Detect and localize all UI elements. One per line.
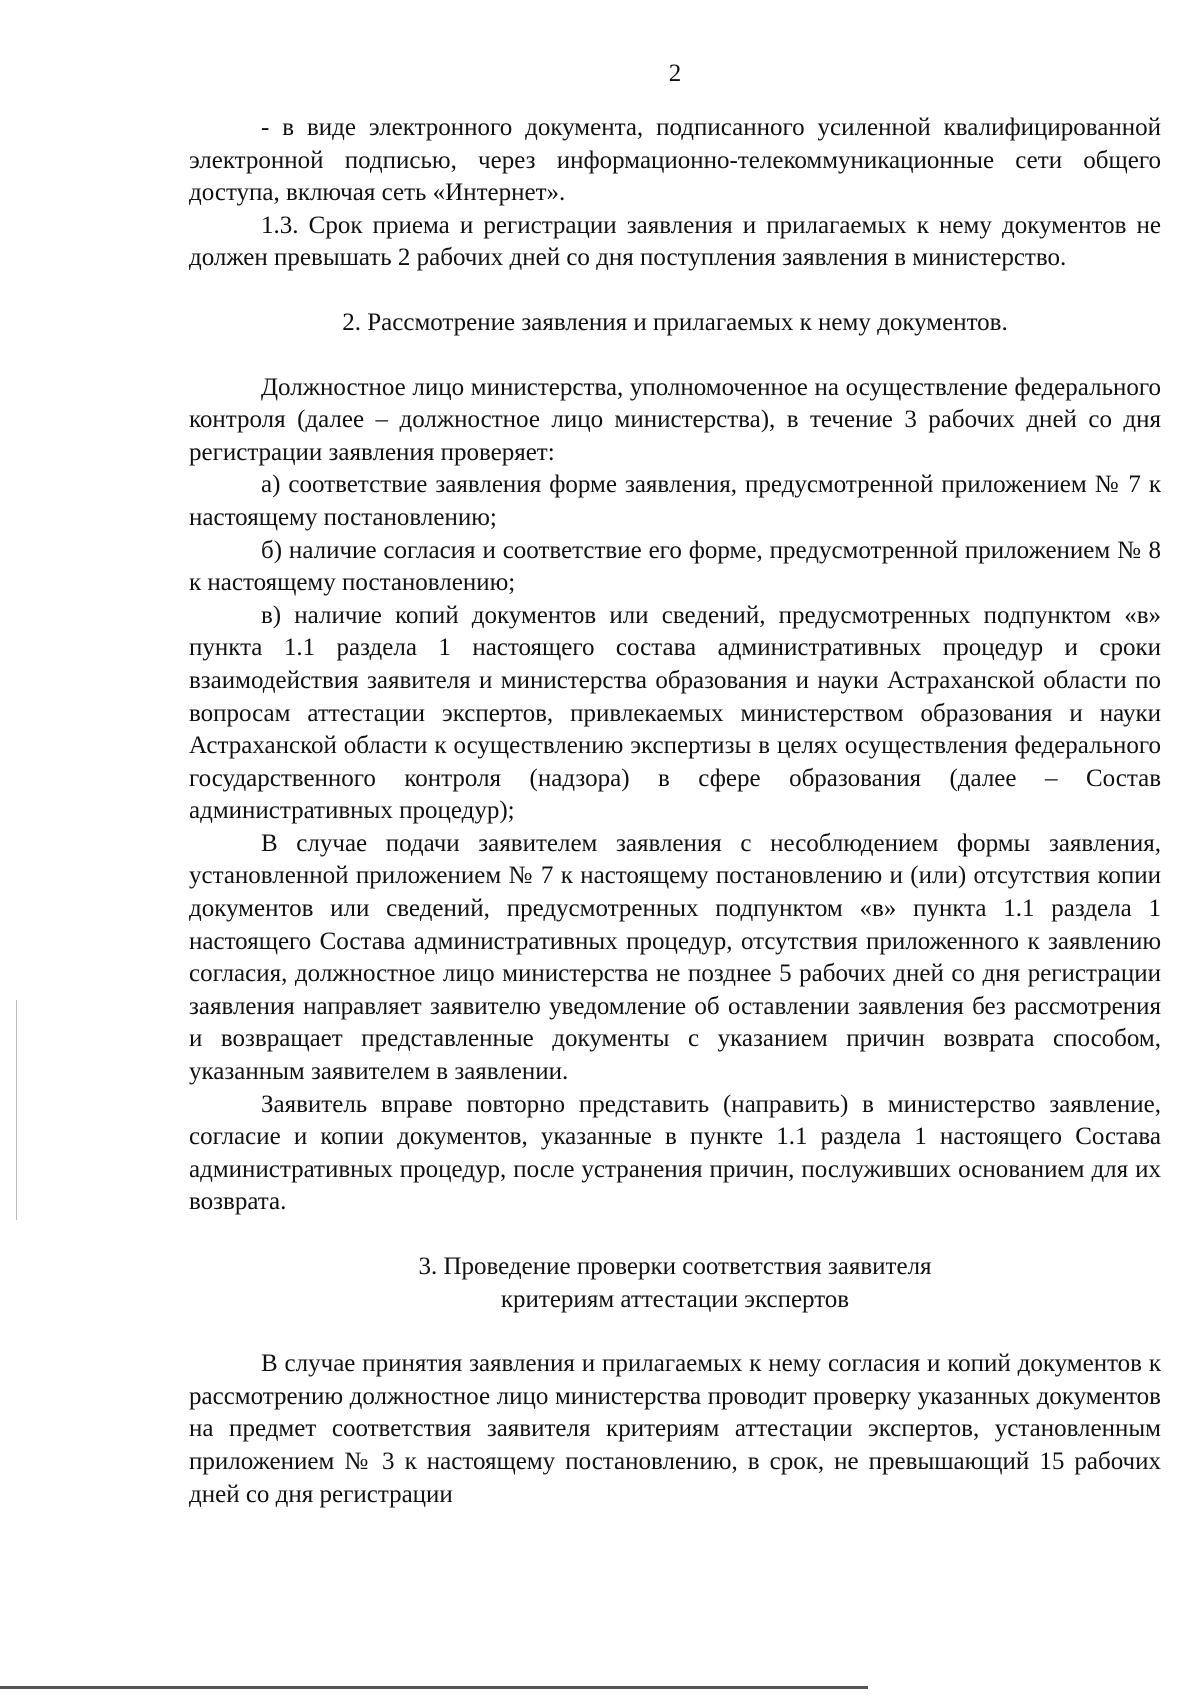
section-2-item-a: а) соответствие заявления форме заявления, предусмотренной приложением № 7 к настоящему постановлению; bbox=[189, 471, 1161, 531]
paragraph-electronic-submission: - в виде электронного документа, подписанного усиленной квалифицированной электронной подписью, через информационно-телекоммуникационные сети общего доступа, включая сеть «Интернет». bbox=[189, 114, 1161, 207]
page-number: 2 bbox=[668, 60, 682, 87]
section-3-paragraph: В случае принятия заявления и прилагаемых к нему согласия и копий документов к рассмотрению должностное лицо министерства проводит проверку указанных документов на предмет соответствия заявителя критериям аттестации экспертов, установленным приложением № 3 к настоящему постановлению, в срок, не превышающий 15 рабочих дней со дня регистрации bbox=[189, 1350, 1161, 1508]
section-2-heading: 2. Рассмотрение заявления и прилагаемых к нему документов. bbox=[342, 308, 1008, 336]
scan-margin-mark bbox=[16, 1000, 17, 1220]
section-2-paragraph: Должностное лицо министерства, уполномоченное на осуществление федерального контроля (далее – должностное лицо министерства), в течение 3 рабочих дней со дня регистрации заявления проверяет: bbox=[189, 373, 1161, 466]
section-3-heading-line-2: критериям аттестации экспертов bbox=[500, 1285, 850, 1313]
section-2-item-v: в) наличие копий документов или сведений, предусмотренных подпунктом «в» пункта 1.1 раздела 1 настоящего состава административных процедур и сроки взаимодействия заявителя и министерства образования и науки Астраханской области по вопросам аттестации экспертов, привлекаемых министерством образования и науки Астраханской области к осуществлению экспертизы в целях осуществления федерального государственного контроля (надзора) в сфере образования (далее – Состав административных процедур); bbox=[189, 601, 1161, 825]
section-2-item-b: б) наличие согласия и соответствие его форме, предусмотренной приложением № 8 к настоящему постановлению; bbox=[189, 536, 1161, 597]
section-2-resubmission-paragraph: Заявитель вправе повторно представить (направить) в министерство заявление, согласие и копии документов, указанные в пункте 1.1 раздела 1 настоящего Состава административных процедур, после устранения причин, послуживших основанием для их возврата. bbox=[189, 1090, 1161, 1216]
section-2-rejection-paragraph: В случае подачи заявителем заявления с несоблюдением формы заявления, установленной приложением № 7 к настоящему постановлению и (или) отсутствия копии документов или сведений, предусмотренных подпунктом «в» пункта 1.1 раздела 1 настоящего Состава административных процедур, отсутствия приложенного к заявлению согласия, должностное лицо министерства не позднее 5 рабочих дней со дня регистрации заявления направляет заявителю уведомление об оставлении заявления без рассмотрения и возвращает представленные документы с указанием причин возврата способом, указанным заявителем в заявлении. bbox=[189, 829, 1161, 1086]
section-3-heading bbox=[189, 1251, 1161, 1316]
document-body bbox=[189, 112, 1161, 1511]
section-3-heading-line-1: 3. Проведение проверки соответствия заявителя bbox=[418, 1253, 932, 1280]
scan-bottom-edge bbox=[0, 1686, 868, 1689]
paragraph-1-3-deadline: 1.3. Срок приема и регистрации заявления и прилагаемых к нему документов не должен превышать 2 рабочих дней со дня поступления заявления в министерство. bbox=[189, 211, 1161, 272]
